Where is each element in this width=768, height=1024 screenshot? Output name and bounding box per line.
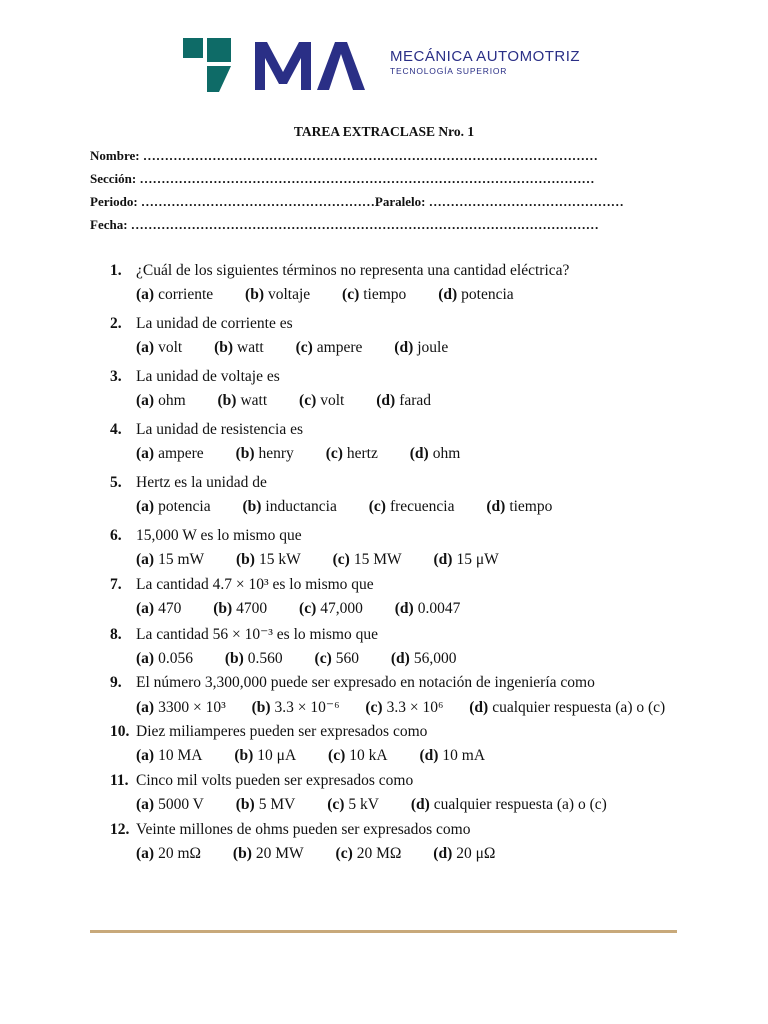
- option-a[interactable]: (a) potencia: [136, 498, 211, 515]
- question-text: Diez miliamperes pueden ser expresados como: [136, 723, 428, 740]
- question-number: 3.: [110, 368, 122, 385]
- option-d[interactable]: (d) 10 mA: [419, 747, 486, 764]
- option-d[interactable]: (d) 56,000: [390, 650, 457, 667]
- brand-logo-icon: [183, 38, 368, 94]
- question-8: [110, 625, 750, 674]
- option-d[interactable]: (d) ohm: [409, 445, 461, 462]
- option-c[interactable]: (c) 47,000: [299, 600, 363, 617]
- option-d[interactable]: (d) joule: [394, 339, 449, 356]
- logo-ma-letters: [255, 42, 365, 90]
- option-a[interactable]: (a) ampere: [136, 445, 204, 462]
- option-c[interactable]: (c) 20 MΩ: [335, 845, 402, 862]
- field-dots: ………………………………………………: [140, 194, 375, 209]
- option-a[interactable]: (a) 20 mΩ: [136, 845, 202, 862]
- option-c[interactable]: (c) frecuencia: [368, 498, 455, 515]
- option-b[interactable]: (b) 5 MV: [235, 796, 296, 813]
- option-c[interactable]: (c) ampere: [295, 339, 363, 356]
- option-b[interactable]: (b) voltaje: [245, 286, 311, 303]
- question-text: Hertz es la unidad de: [136, 474, 267, 491]
- option-c[interactable]: (c) tiempo: [342, 286, 407, 303]
- question-list: [110, 262, 750, 870]
- option-b[interactable]: (b) watt: [217, 392, 268, 409]
- question-text: La unidad de resistencia es: [136, 421, 303, 438]
- question-number: 2.: [110, 315, 122, 332]
- option-c[interactable]: (c) 10 kA: [328, 747, 388, 764]
- option-a[interactable]: (a) 0.056: [136, 650, 193, 667]
- option-b[interactable]: (b) watt: [214, 339, 264, 356]
- option-b[interactable]: (b) inductancia: [242, 498, 337, 515]
- field-seccion[interactable]: [90, 171, 660, 191]
- question-text: La unidad de corriente es: [136, 315, 293, 332]
- option-d[interactable]: (d) tiempo: [486, 498, 553, 515]
- question-10: [110, 723, 750, 772]
- option-c[interactable]: (c) 5 kV: [327, 796, 379, 813]
- brand-subtitle: TECNOLOGÍA SUPERIOR: [390, 66, 508, 76]
- option-b[interactable]: (b) 4700: [213, 600, 268, 617]
- question-text: El número 3,300,000 puede ser expresado en notación de ingeniería como: [136, 674, 595, 691]
- question-1: [110, 262, 750, 315]
- option-b[interactable]: (b) 10 μA: [234, 747, 297, 764]
- option-d[interactable]: (d) cualquier respuesta (a) o (c): [410, 796, 607, 813]
- question-11: [110, 772, 750, 821]
- question-number: 10.: [110, 723, 130, 740]
- question-text: ¿Cuál de los siguientes términos no representa una cantidad eléctrica?: [136, 262, 570, 279]
- option-d[interactable]: (d) 15 μW: [433, 551, 499, 568]
- question-text: La unidad de voltaje es: [136, 368, 280, 385]
- option-a[interactable]: (a) 15 mW: [136, 551, 205, 568]
- brand-name: MECÁNICA AUTOMOTRIZ: [390, 48, 581, 65]
- option-a[interactable]: (a) 5000 V: [136, 796, 204, 813]
- option-b[interactable]: (b) 20 MW: [232, 845, 304, 862]
- question-3: [110, 368, 750, 421]
- question-number: 12.: [110, 821, 130, 838]
- field-dots: ………………………………………………………………………………………………: [130, 217, 599, 232]
- question-number: 9.: [110, 674, 122, 691]
- question-2: [110, 315, 750, 368]
- question-text: La cantidad 4.7 × 10³ es lo mismo que: [136, 576, 374, 593]
- question-number: 11.: [110, 772, 129, 789]
- question-7: [110, 576, 750, 625]
- field-label: Sección:: [90, 171, 137, 186]
- option-a[interactable]: (a) 3300 × 10³: [136, 699, 226, 716]
- field-nombre[interactable]: [90, 148, 660, 168]
- field-dots: ……………………………………………………………………………………………: [142, 148, 598, 163]
- question-12: [110, 821, 750, 870]
- field-label: Fecha:: [90, 217, 128, 232]
- option-a[interactable]: (a) 10 MA: [136, 747, 203, 764]
- option-a[interactable]: (a) volt: [136, 339, 183, 356]
- question-text: 15,000 W es lo mismo que: [136, 527, 302, 544]
- option-a[interactable]: (a) corriente: [136, 286, 214, 303]
- option-d[interactable]: (d) cualquier respuesta (a) o (c): [469, 699, 666, 716]
- option-c[interactable]: (c) volt: [299, 392, 345, 409]
- question-text: La cantidad 56 × 10⁻³ es lo mismo que: [136, 626, 378, 643]
- question-number: 7.: [110, 576, 122, 593]
- option-b[interactable]: (b) 15 kW: [236, 551, 301, 568]
- question-number: 6.: [110, 527, 122, 544]
- field-dots-paralelo: ………………………………………: [428, 194, 624, 209]
- header: [0, 30, 768, 100]
- question-text: Cinco mil volts pueden ser expresados como: [136, 772, 414, 789]
- option-a[interactable]: (a) ohm: [136, 392, 186, 409]
- field-label: Nombre:: [90, 148, 140, 163]
- question-number: 8.: [110, 626, 122, 643]
- option-b[interactable]: (b) henry: [235, 445, 294, 462]
- page-title: TAREA EXTRACLASE Nro. 1: [293, 124, 475, 139]
- option-d[interactable]: (d) potencia: [438, 286, 514, 303]
- field-label-paralelo: Paralelo:: [374, 194, 426, 209]
- field-dots: ……………………………………………………………………………………………: [139, 171, 595, 186]
- question-number: 5.: [110, 474, 122, 491]
- option-b[interactable]: (b) 0.560: [224, 650, 283, 667]
- field-periodo-paralelo[interactable]: [90, 194, 660, 214]
- logo-teal-mark: [183, 38, 231, 92]
- option-c[interactable]: (c) hertz: [325, 445, 378, 462]
- question-4: [110, 421, 750, 474]
- option-d[interactable]: (d) 20 μΩ: [433, 845, 496, 862]
- brand-text: [390, 48, 580, 76]
- question-9: [110, 674, 750, 723]
- option-c[interactable]: (c) 15 MW: [332, 551, 402, 568]
- question-number: 4.: [110, 421, 122, 438]
- field-fecha[interactable]: [90, 217, 660, 237]
- option-c[interactable]: (c) 560: [314, 650, 359, 667]
- question-text: Veinte millones de ohms pueden ser expresados como: [136, 821, 471, 838]
- question-number: 1.: [110, 262, 122, 279]
- field-label: Periodo:: [90, 194, 138, 209]
- option-d[interactable]: (d) 0.0047: [394, 600, 461, 617]
- question-5: [110, 474, 750, 527]
- option-b[interactable]: (b) 3.3 × 10⁻⁶: [251, 699, 340, 716]
- footer-divider: [90, 930, 677, 933]
- option-c[interactable]: (c) 3.3 × 10⁶: [365, 699, 444, 716]
- question-6: [110, 527, 750, 576]
- option-a[interactable]: (a) 470: [136, 600, 182, 617]
- option-d[interactable]: (d) farad: [376, 392, 432, 409]
